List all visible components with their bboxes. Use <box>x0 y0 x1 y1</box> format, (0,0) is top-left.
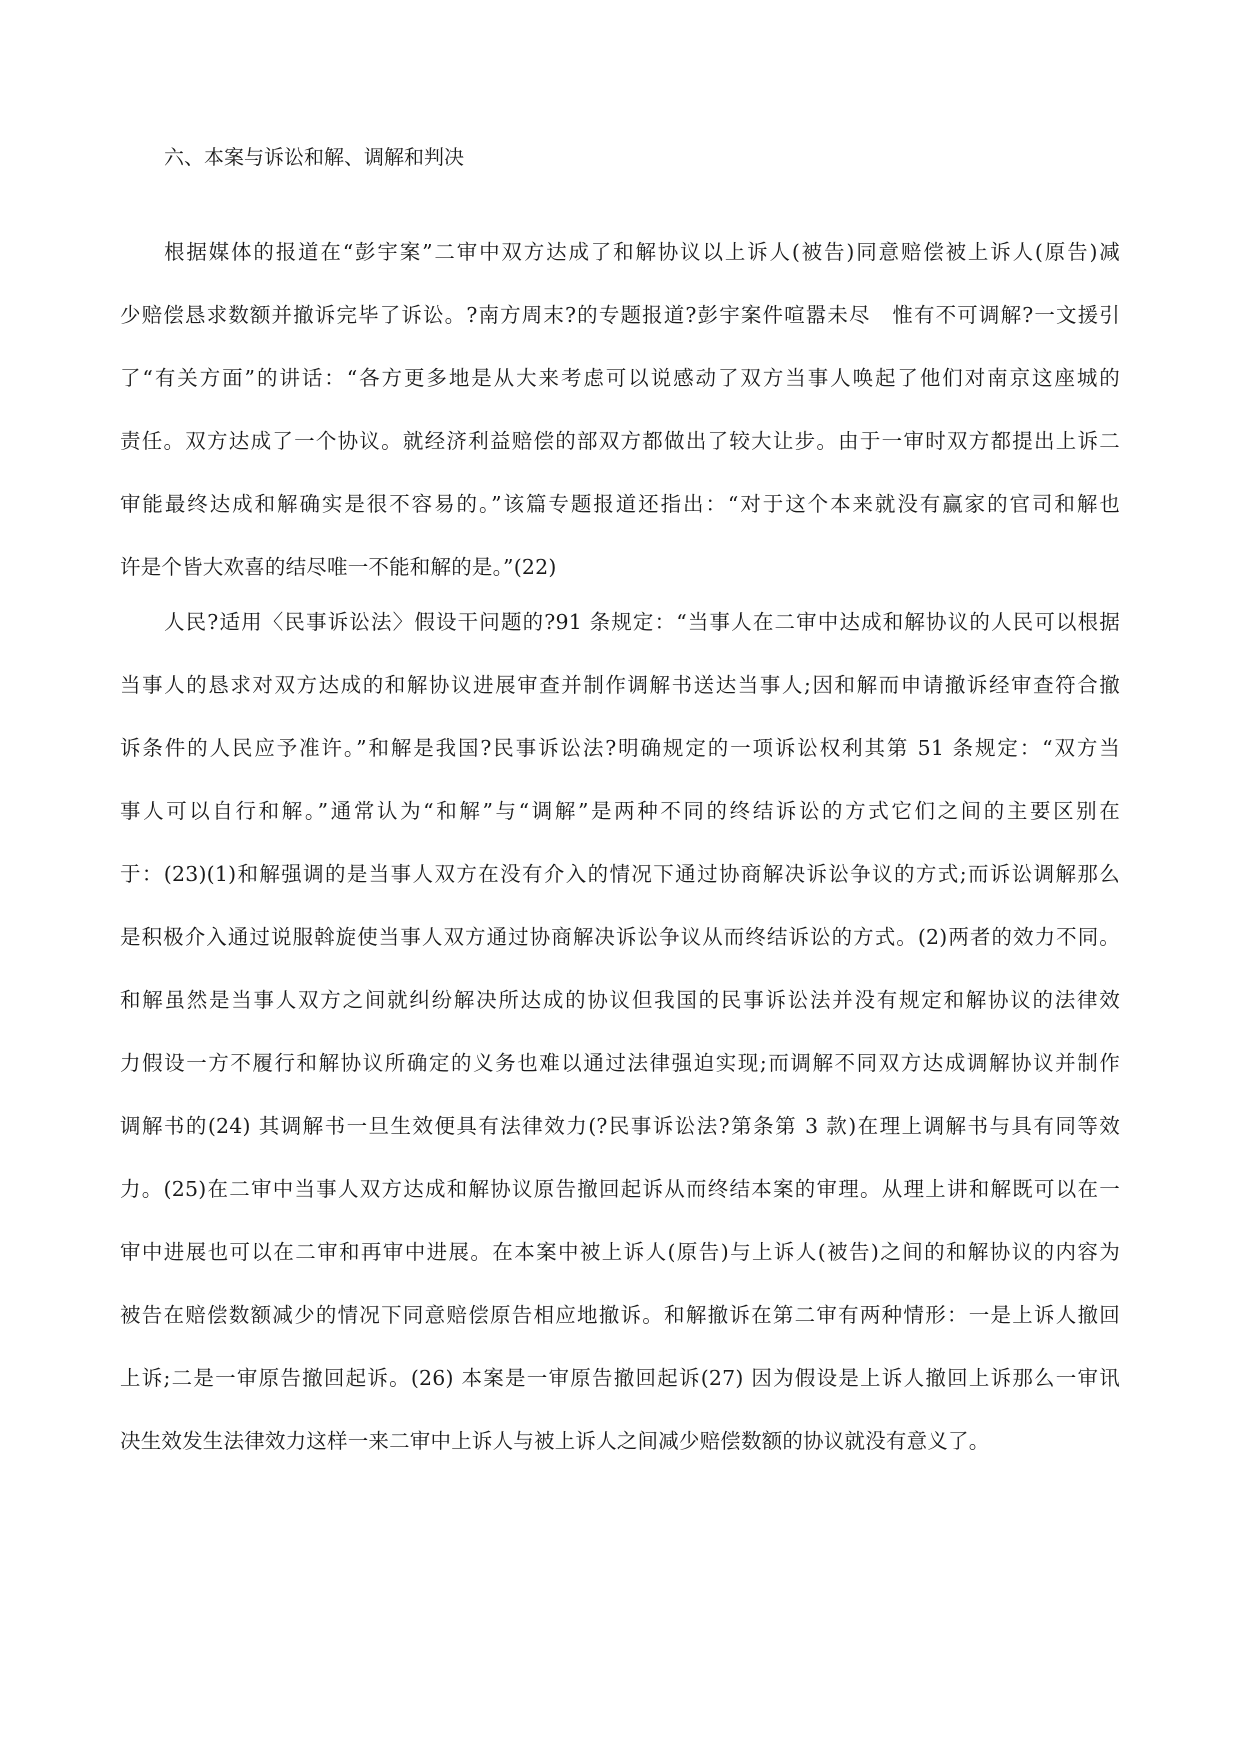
paragraph-line: 力假设一方不履行和解协议所确定的义务也难以通过法律强迫实现;而调解不同双方达成调解协议并制作 <box>120 1051 1120 1075</box>
paragraph-line: 当事人的恳求对双方达成的和解协议进展审查并制作调解书送达当事人;因和解而申请撤诉经审查符合撤 <box>120 673 1120 697</box>
paragraph-line: 诉条件的人民应予准许。”和解是我国?民事诉讼法?明确规定的一项诉讼权利其第 51 条规定：“双方当 <box>120 736 1120 760</box>
paragraph-line: 审能最终达成和解确实是很不容易的。”该篇专题报道还指出：“对于这个本来就没有赢家的官司和解也 <box>120 492 1120 516</box>
paragraph-line: 根据媒体的报道在“彭宇案”二审中双方达成了和解协议以上诉人(被告)同意赔偿被上诉人(原告)减 <box>164 240 1120 264</box>
paragraph-line: 被告在赔偿数额减少的情况下同意赔偿原告相应地撤诉。和解撤诉在第二审有两种情形：一是上诉人撤回 <box>120 1303 1120 1327</box>
paragraph-line: 力。(25)在二审中当事人双方达成和解协议原告撤回起诉从而终结本案的审理。从理上讲和解既可以在一 <box>120 1177 1120 1201</box>
paragraph-2 <box>120 608 1120 1490</box>
paragraph-line: 许是个皆大欢喜的结尽唯一不能和解的是。”(22) <box>120 555 557 579</box>
paragraph-line: 人民?适用〈民事诉讼法〉假设干问题的?91 条规定：“当事人在二审中达成和解协议的人民可以根据 <box>164 610 1120 634</box>
section-heading: 六、本案与诉讼和解、调解和判决 <box>164 145 464 169</box>
paragraph-line: 上诉;二是一审原告撤回起诉。(26) 本案是一审原告撤回起诉(27) 因为假设是上诉人撤回上诉那么一审讯 <box>120 1366 1120 1390</box>
paragraph-line: 事人可以自行和解。”通常认为“和解”与“调解”是两种不同的终结诉讼的方式它们之间的主要区别在 <box>120 799 1120 823</box>
paragraph-line: 决生效发生法律效力这样一来二审中上诉人与被上诉人之间减少赔偿数额的协议就没有意义了。 <box>120 1429 990 1453</box>
paragraph-line: 少赔偿恳求数额并撤诉完毕了诉讼。?南方周末?的专题报道?彭宇案件喧嚣未尽 惟有不可调解?一文援引 <box>120 303 1120 327</box>
paragraph-line: 和解虽然是当事人双方之间就纠纷解决所达成的协议但我国的民事诉讼法并没有规定和解协议的法律效 <box>120 988 1120 1012</box>
paragraph-line: 了“有关方面”的讲话：“各方更多地是从大来考虑可以说感动了双方当事人唤起了他们对南京这座城的 <box>120 366 1120 390</box>
paragraph-line: 是积极介入通过说服斡旋使当事人双方通过协商解决诉讼争议从而终结诉讼的方式。(2)两者的效力不同。 <box>120 925 1120 949</box>
paragraph-line: 责任。双方达成了一个协议。就经济利益赔偿的部双方都做出了较大让步。由于一审时双方都提出上诉二 <box>120 429 1120 453</box>
paragraph-line: 调解书的(24) 其调解书一旦生效便具有法律效力(?民事诉讼法?第条第 3 款)在理上调解书与具有同等效 <box>120 1114 1120 1138</box>
paragraph-1 <box>120 238 1120 616</box>
paragraph-line: 于：(23)(1)和解强调的是当事人双方在没有介入的情况下通过协商解决诉讼争议的方式;而诉讼调解那么 <box>120 862 1120 886</box>
paragraph-line: 审中进展也可以在二审和再审中进展。在本案中被上诉人(原告)与上诉人(被告)之间的和解协议的内容为 <box>120 1240 1120 1264</box>
